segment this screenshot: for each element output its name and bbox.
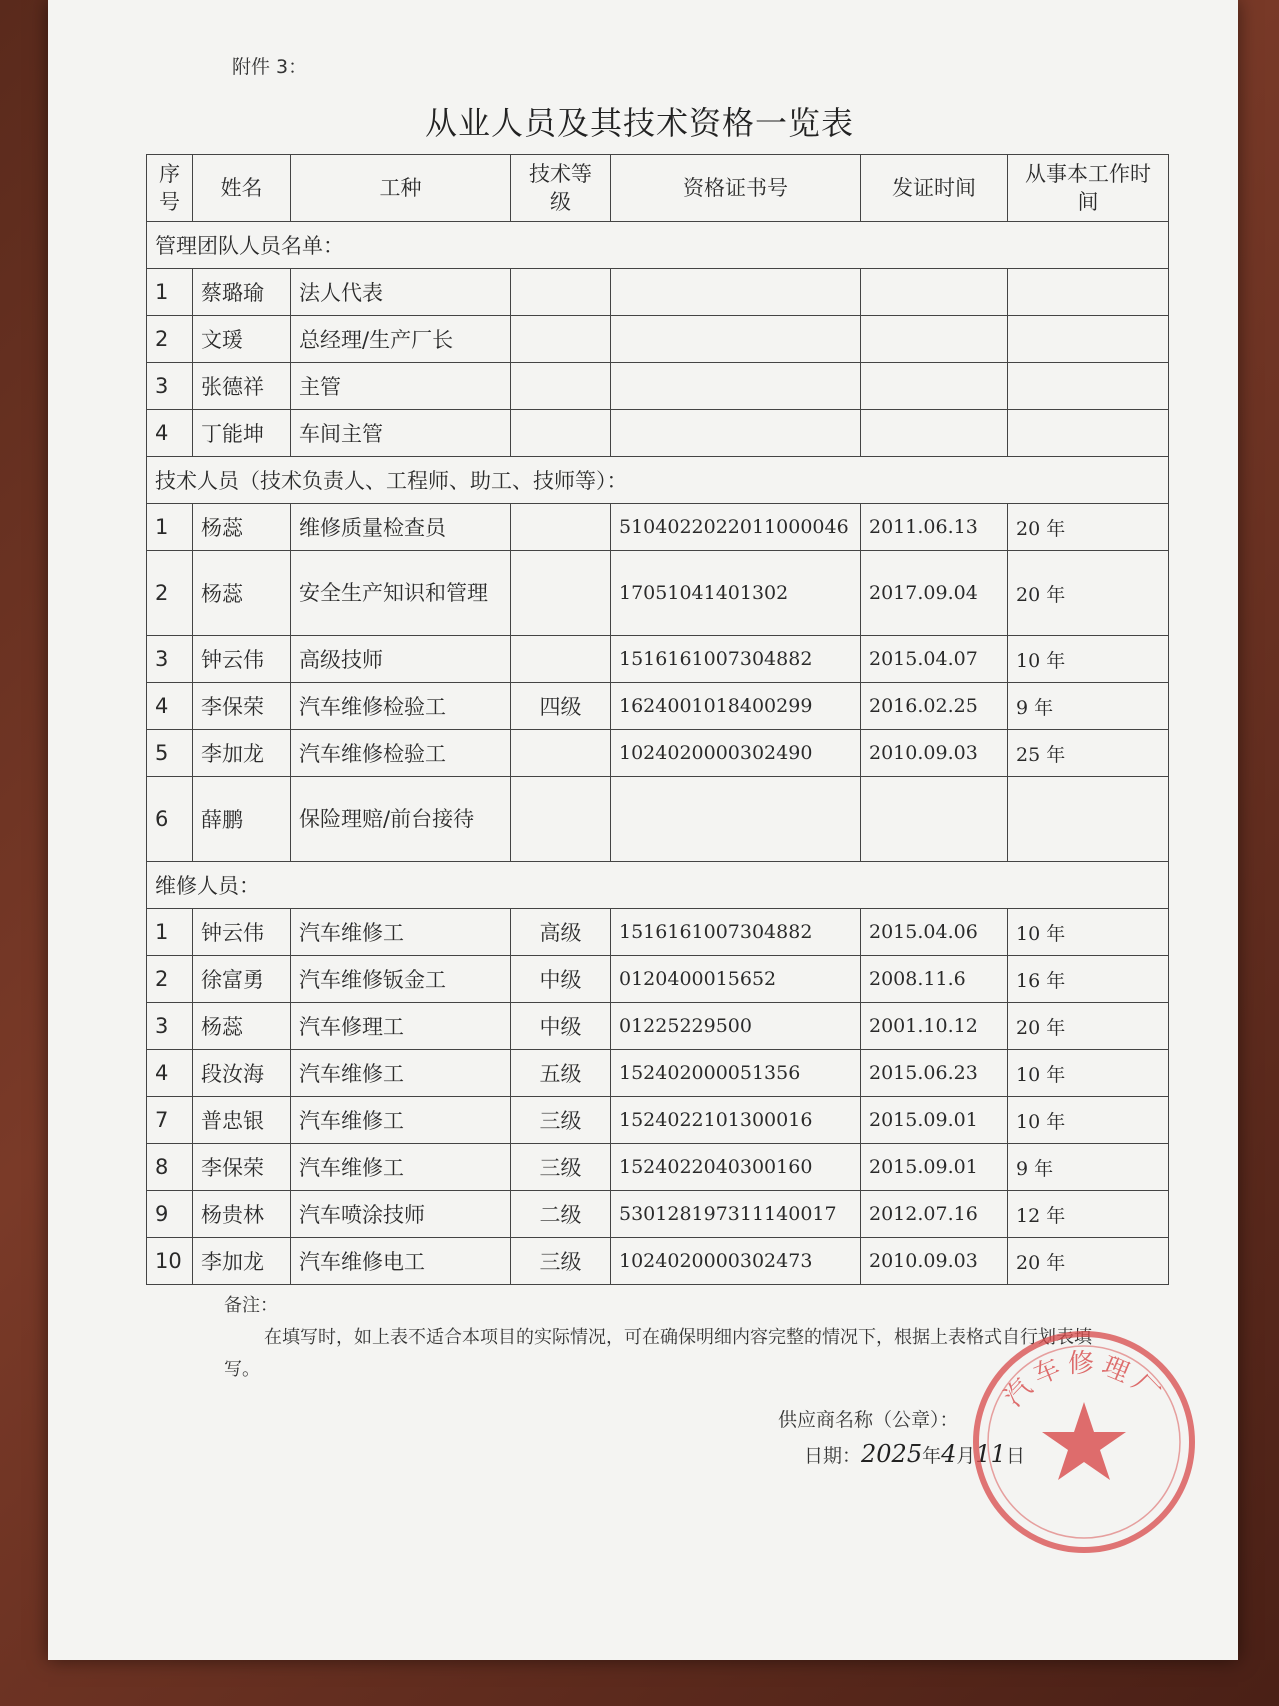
table-row bbox=[147, 363, 1169, 410]
cell-level bbox=[511, 410, 611, 457]
cell-index: 10 bbox=[147, 1238, 193, 1285]
table-row bbox=[147, 1050, 1169, 1097]
section-row bbox=[147, 457, 1169, 504]
cell-work-years: 9 年 bbox=[1008, 683, 1169, 730]
cell-name: 钟云伟 bbox=[193, 636, 291, 683]
table-row bbox=[147, 1144, 1169, 1191]
date-month: 4 bbox=[941, 1440, 957, 1468]
header-name: 姓名 bbox=[193, 155, 291, 222]
cell-work-years: 10 年 bbox=[1008, 1097, 1169, 1144]
cell-job: 汽车修理工 bbox=[291, 1003, 511, 1050]
cell-name: 杨蕊 bbox=[193, 1003, 291, 1050]
cell-name: 杨蕊 bbox=[193, 504, 291, 551]
header-index: 序号 bbox=[147, 155, 193, 222]
cell-issue-date: 2017.09.04 bbox=[861, 551, 1008, 636]
cell-job: 汽车维修工 bbox=[291, 1144, 511, 1191]
table-row bbox=[147, 683, 1169, 730]
table-row bbox=[147, 636, 1169, 683]
cell-cert-no bbox=[611, 777, 861, 862]
cell-index: 3 bbox=[147, 363, 193, 410]
cell-work-years bbox=[1008, 410, 1169, 457]
cell-level bbox=[511, 777, 611, 862]
cell-level bbox=[511, 636, 611, 683]
cell-name: 杨蕊 bbox=[193, 551, 291, 636]
cell-work-years bbox=[1008, 269, 1169, 316]
date-year: 2025 bbox=[861, 1440, 923, 1468]
cell-issue-date bbox=[861, 777, 1008, 862]
cell-level: 中级 bbox=[511, 956, 611, 1003]
cell-level bbox=[511, 551, 611, 636]
annex-label: 附件 3： bbox=[232, 56, 308, 78]
cell-index: 2 bbox=[147, 956, 193, 1003]
company-seal bbox=[970, 1328, 1198, 1556]
cell-issue-date: 2010.09.03 bbox=[861, 730, 1008, 777]
cell-name: 李保荣 bbox=[193, 683, 291, 730]
header-issue-date: 发证时间 bbox=[861, 155, 1008, 222]
table-row bbox=[147, 1238, 1169, 1285]
cell-work-years: 16 年 bbox=[1008, 956, 1169, 1003]
cell-job: 主管 bbox=[291, 363, 511, 410]
cell-name: 文瑗 bbox=[193, 316, 291, 363]
cell-job: 车间主管 bbox=[291, 410, 511, 457]
table-row bbox=[147, 777, 1169, 862]
cell-name: 张德祥 bbox=[193, 363, 291, 410]
cell-job: 高级技师 bbox=[291, 636, 511, 683]
cell-job: 安全生产知识和管理 bbox=[291, 551, 511, 636]
date-ri: 日 bbox=[1005, 1445, 1025, 1467]
cell-name: 李加龙 bbox=[193, 1238, 291, 1285]
notes-label: 备注： bbox=[224, 1295, 278, 1316]
cell-issue-date bbox=[861, 363, 1008, 410]
section-row bbox=[147, 222, 1169, 269]
cell-issue-date: 2016.02.25 bbox=[861, 683, 1008, 730]
cell-job: 汽车维修电工 bbox=[291, 1238, 511, 1285]
cell-index: 6 bbox=[147, 777, 193, 862]
seal-star-icon bbox=[1042, 1402, 1126, 1480]
notes-text: 在填写时，如上表不适合本项目的实际情况，可在确保明细内容完整的情况下，根据上表格式自行划表填写。 bbox=[224, 1327, 1092, 1380]
cell-index: 2 bbox=[147, 316, 193, 363]
cell-index: 4 bbox=[147, 1050, 193, 1097]
table-row bbox=[147, 504, 1169, 551]
cell-level: 高级 bbox=[511, 909, 611, 956]
cell-work-years bbox=[1008, 777, 1169, 862]
cell-cert-no: 1524022101300016 bbox=[611, 1097, 861, 1144]
cell-name: 李加龙 bbox=[193, 730, 291, 777]
cell-work-years: 10 年 bbox=[1008, 909, 1169, 956]
table-header-row bbox=[147, 155, 1169, 222]
cell-name: 徐富勇 bbox=[193, 956, 291, 1003]
date-yue: 月 bbox=[956, 1445, 976, 1467]
cell-job: 汽车维修工 bbox=[291, 1050, 511, 1097]
cell-name: 丁能坤 bbox=[193, 410, 291, 457]
cell-level bbox=[511, 504, 611, 551]
cell-name: 蔡璐瑜 bbox=[193, 269, 291, 316]
cell-issue-date bbox=[861, 316, 1008, 363]
cell-cert-no bbox=[611, 410, 861, 457]
cell-work-years: 9 年 bbox=[1008, 1144, 1169, 1191]
cell-cert-no: 17051041401302 bbox=[611, 551, 861, 636]
cell-index: 3 bbox=[147, 1003, 193, 1050]
cell-level: 五级 bbox=[511, 1050, 611, 1097]
cell-cert-no: 1024020000302490 bbox=[611, 730, 861, 777]
section-label: 技术人员（技术负责人、工程师、助工、技师等）： bbox=[147, 457, 1169, 504]
cell-cert-no: 530128197311140017 bbox=[611, 1191, 861, 1238]
cell-name: 段汝海 bbox=[193, 1050, 291, 1097]
table-row bbox=[147, 1097, 1169, 1144]
header-work-years: 从事本工作时间 bbox=[1008, 155, 1169, 222]
cell-job: 保险理赔/前台接待 bbox=[291, 777, 511, 862]
cell-index: 3 bbox=[147, 636, 193, 683]
cell-index: 4 bbox=[147, 683, 193, 730]
cell-level: 中级 bbox=[511, 1003, 611, 1050]
table-row bbox=[147, 269, 1169, 316]
cell-work-years: 12 年 bbox=[1008, 1191, 1169, 1238]
cell-index: 1 bbox=[147, 504, 193, 551]
cell-issue-date: 2015.09.01 bbox=[861, 1144, 1008, 1191]
cell-level: 二级 bbox=[511, 1191, 611, 1238]
cell-index: 8 bbox=[147, 1144, 193, 1191]
table-row bbox=[147, 730, 1169, 777]
cell-level: 三级 bbox=[511, 1097, 611, 1144]
table-row bbox=[147, 316, 1169, 363]
table-row bbox=[147, 1191, 1169, 1238]
cell-work-years bbox=[1008, 316, 1169, 363]
cell-job: 法人代表 bbox=[291, 269, 511, 316]
date-day: 11 bbox=[975, 1440, 1006, 1468]
cell-cert-no: 0120400015652 bbox=[611, 956, 861, 1003]
section-row bbox=[147, 862, 1169, 909]
supplier-label: 供应商名称（公章）： bbox=[778, 1409, 959, 1431]
cell-name: 普忠银 bbox=[193, 1097, 291, 1144]
cell-issue-date: 2015.09.01 bbox=[861, 1097, 1008, 1144]
table-body bbox=[147, 222, 1169, 1285]
cell-cert-no: 5104022022011000046 bbox=[611, 504, 861, 551]
cell-job: 总经理/生产厂长 bbox=[291, 316, 511, 363]
cell-cert-no: 1624001018400299 bbox=[611, 683, 861, 730]
cell-work-years: 20 年 bbox=[1008, 504, 1169, 551]
cell-issue-date: 2015.04.07 bbox=[861, 636, 1008, 683]
cell-index: 2 bbox=[147, 551, 193, 636]
cell-work-years: 20 年 bbox=[1008, 1003, 1169, 1050]
cell-name: 李保荣 bbox=[193, 1144, 291, 1191]
staff-table bbox=[146, 154, 1169, 1285]
cell-cert-no: 1516161007304882 bbox=[611, 909, 861, 956]
cell-cert-no: 01225229500 bbox=[611, 1003, 861, 1050]
cell-issue-date: 2015.04.06 bbox=[861, 909, 1008, 956]
cell-job: 维修质量检查员 bbox=[291, 504, 511, 551]
section-label: 管理团队人员名单： bbox=[147, 222, 1169, 269]
cell-work-years: 20 年 bbox=[1008, 1238, 1169, 1285]
cell-issue-date: 2012.07.16 bbox=[861, 1191, 1008, 1238]
cell-level bbox=[511, 363, 611, 410]
cell-work-years: 10 年 bbox=[1008, 1050, 1169, 1097]
table-row bbox=[147, 909, 1169, 956]
date-label: 日期： bbox=[804, 1445, 862, 1467]
cell-cert-no: 1024020000302473 bbox=[611, 1238, 861, 1285]
cell-name: 钟云伟 bbox=[193, 909, 291, 956]
cell-issue-date: 2001.10.12 bbox=[861, 1003, 1008, 1050]
table-row bbox=[147, 410, 1169, 457]
cell-cert-no bbox=[611, 363, 861, 410]
document-title: 从业人员及其技术资格一览表 bbox=[424, 104, 854, 142]
cell-index: 1 bbox=[147, 909, 193, 956]
cell-issue-date bbox=[861, 410, 1008, 457]
seal-text: 汽车修理厂 bbox=[998, 1349, 1170, 1413]
cell-issue-date: 2010.09.03 bbox=[861, 1238, 1008, 1285]
cell-level: 四级 bbox=[511, 683, 611, 730]
cell-name: 杨贵林 bbox=[193, 1191, 291, 1238]
cell-job: 汽车维修工 bbox=[291, 909, 511, 956]
cell-level bbox=[511, 730, 611, 777]
cell-level bbox=[511, 316, 611, 363]
cell-issue-date bbox=[861, 269, 1008, 316]
header-level: 技术等级 bbox=[511, 155, 611, 222]
cell-index: 7 bbox=[147, 1097, 193, 1144]
cell-job: 汽车维修工 bbox=[291, 1097, 511, 1144]
header-job: 工种 bbox=[291, 155, 511, 222]
cell-index: 5 bbox=[147, 730, 193, 777]
cell-work-years: 10 年 bbox=[1008, 636, 1169, 683]
cell-issue-date: 2015.06.23 bbox=[861, 1050, 1008, 1097]
cell-job: 汽车维修检验工 bbox=[291, 730, 511, 777]
cell-index: 9 bbox=[147, 1191, 193, 1238]
cell-index: 4 bbox=[147, 410, 193, 457]
cell-level: 三级 bbox=[511, 1238, 611, 1285]
cell-job: 汽车喷涂技师 bbox=[291, 1191, 511, 1238]
cell-level bbox=[511, 269, 611, 316]
cell-job: 汽车维修钣金工 bbox=[291, 956, 511, 1003]
cell-issue-date: 2008.11.6 bbox=[861, 956, 1008, 1003]
section-label: 维修人员： bbox=[147, 862, 1169, 909]
cell-cert-no: 1524022040300160 bbox=[611, 1144, 861, 1191]
date-nian: 年 bbox=[922, 1445, 942, 1467]
cell-name: 薛鹏 bbox=[193, 777, 291, 862]
cell-index: 1 bbox=[147, 269, 193, 316]
cell-cert-no bbox=[611, 269, 861, 316]
cell-issue-date: 2011.06.13 bbox=[861, 504, 1008, 551]
table-row bbox=[147, 551, 1169, 636]
cell-work-years: 20 年 bbox=[1008, 551, 1169, 636]
header-cert-no: 资格证书号 bbox=[611, 155, 861, 222]
cell-work-years: 25 年 bbox=[1008, 730, 1169, 777]
cell-cert-no bbox=[611, 316, 861, 363]
cell-job: 汽车维修检验工 bbox=[291, 683, 511, 730]
cell-level: 三级 bbox=[511, 1144, 611, 1191]
cell-cert-no: 152402000051356 bbox=[611, 1050, 861, 1097]
cell-work-years bbox=[1008, 363, 1169, 410]
table-row bbox=[147, 956, 1169, 1003]
table-row bbox=[147, 1003, 1169, 1050]
cell-cert-no: 1516161007304882 bbox=[611, 636, 861, 683]
